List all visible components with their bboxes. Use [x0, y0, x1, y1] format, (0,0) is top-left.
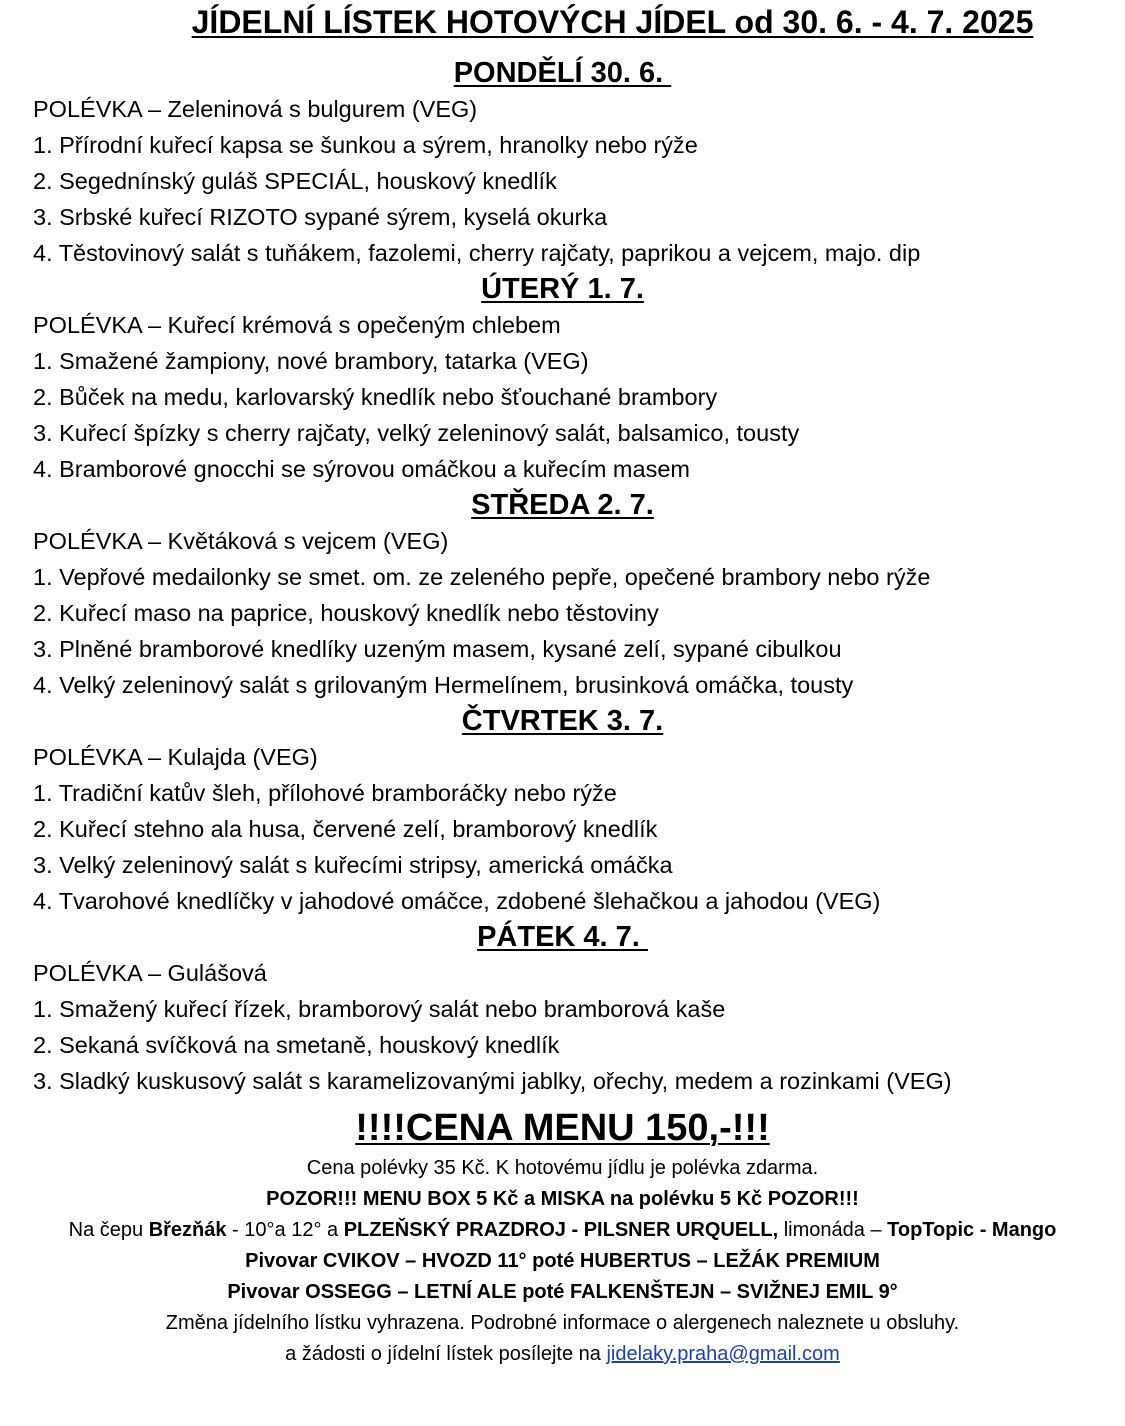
contact-line: a žádosti o jídelní lístek posílejte na jidelaky.praha@gmail.com	[285, 1343, 840, 1365]
meal-item: 1. Smažený kuřecí řízek, bramborový salát nebo bramborová kaše	[33, 996, 726, 1022]
meal-item: 4. Těstovinový salát s tuňákem, fazolemi, cherry rajčaty, paprikou a vejcem, majo. dip	[33, 240, 921, 266]
day-section-monday	[0, 55, 1125, 271]
day-heading: ÚTERÝ 1. 7.	[481, 273, 644, 305]
meal-item: 3. Plněné bramborové knedlíky uzeným masem, kysané zelí, sypané cibulkou	[33, 636, 842, 662]
box-notice: POZOR!!! MENU BOX 5 Kč a MISKA na polévku 5 Kč POZOR!!!	[266, 1188, 859, 1210]
tap-beers: Na čepu Březňák - 10°a 12° a PLZEŇSKÝ PRAZDROJ - PILSNER URQUELL, limonáda – TopTopic - Mango	[68, 1219, 1057, 1241]
page-title	[0, 4, 1125, 41]
brewery-line-2: Pivovar OSSEGG – LETNÍ ALE poté FALKENŠTEJN – SVIŽNEJ EMIL 9°	[227, 1281, 898, 1303]
meal-item: 1. Vepřové medailonky se smet. om. ze zeleného pepře, opečené brambory nebo rýže	[33, 564, 931, 590]
day-heading: PONDĚLÍ 30. 6.	[453, 57, 672, 89]
meal-item: 4. Velký zeleninový salát s grilovaným Hermelínem, brusinková omáčka, tousty	[33, 672, 854, 698]
change-notice: Změna jídelního lístku vyhrazena. Podrobné informace o alergenech naleznete u obsluhy.	[165, 1312, 960, 1334]
day-section-friday	[0, 919, 1125, 1099]
meal-item: 2. Segednínský guláš SPECIÁL, houskový knedlík	[33, 168, 557, 194]
day-section-tuesday	[0, 271, 1125, 487]
page-title-text: JÍDELNÍ LÍSTEK HOTOVÝCH JÍDEL od 30. 6. - 4. 7. 2025	[191, 4, 1034, 40]
soup-item: POLÉVKA – Květáková s vejcem (VEG)	[33, 528, 449, 554]
meal-item: 3. Kuřecí špízky s cherry rajčaty, velký zeleninový salát, balsamico, tousty	[33, 420, 800, 446]
meal-item: 1. Tradiční katův šleh, přílohové bramboráčky nebo rýže	[33, 780, 617, 806]
meal-item: 1. Přírodní kuřecí kapsa se šunkou a sýrem, hranolky nebo rýže	[33, 132, 698, 158]
soup-item: POLÉVKA – Gulášová	[33, 960, 267, 986]
email-link[interactable]: jidelaky.praha@gmail.com	[606, 1343, 840, 1365]
day-heading: ČTVRTEK 3. 7.	[461, 705, 664, 737]
day-heading: STŘEDA 2. 7.	[471, 489, 654, 521]
soup-item: POLÉVKA – Zeleninová s bulgurem (VEG)	[33, 96, 478, 122]
footer	[0, 1153, 1125, 1370]
meal-item: 4. Tvarohové knedlíčky v jahodové omáčce, zdobené šlehačkou a jahodou (VEG)	[33, 888, 881, 914]
meal-item: 4. Bramborové gnocchi se sýrovou omáčkou a kuřecím masem	[33, 456, 690, 482]
weekly-menu	[0, 55, 1125, 1370]
meal-item: 2. Kuřecí maso na paprice, houskový knedlík nebo těstoviny	[33, 600, 659, 626]
soup-item: POLÉVKA – Kulajda (VEG)	[33, 744, 318, 770]
soup-item: POLÉVKA – Kuřecí krémová s opečeným chlebem	[33, 312, 561, 338]
meal-item: 2. Kuřecí stehno ala husa, červené zelí, bramborový knedlík	[33, 816, 658, 842]
meal-item: 2. Bůček na medu, karlovarský knedlík nebo šťouchané brambory	[33, 384, 718, 410]
day-heading: PÁTEK 4. 7.	[477, 921, 648, 953]
day-section-thursday	[0, 703, 1125, 919]
meal-item: 3. Velký zeleninový salát s kuřecími stripsy, americká omáčka	[33, 852, 673, 878]
meal-item: 3. Sladký kuskusový salát s karamelizovanými jablky, ořechy, medem a rozinkami (VEG)	[33, 1068, 952, 1094]
soup-price-note: Cena polévky 35 Kč. K hotovému jídlu je polévka zdarma.	[306, 1157, 819, 1179]
day-section-wednesday	[0, 487, 1125, 703]
meal-item: 1. Smažené žampiony, nové brambory, tatarka (VEG)	[33, 348, 589, 374]
meal-item: 2. Sekaná svíčková na smetaně, houskový knedlík	[33, 1032, 560, 1058]
brewery-line-1: Pivovar CVIKOV – HVOZD 11° poté HUBERTUS – LEŽÁK PREMIUM	[245, 1250, 880, 1272]
meal-item: 3. Srbské kuřecí RIZOTO sypané sýrem, kyselá okurka	[33, 204, 608, 230]
menu-price: !!!!CENA MENU 150,-!!!	[355, 1107, 770, 1149]
